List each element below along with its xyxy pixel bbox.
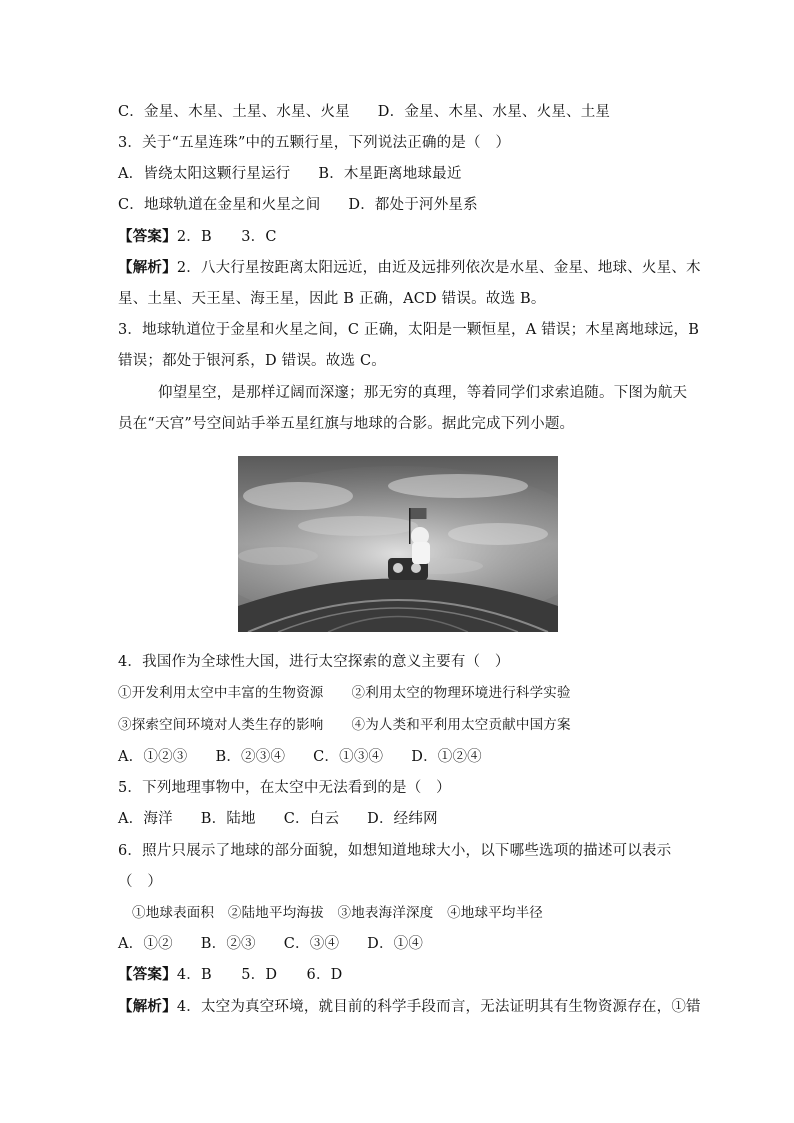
answer-text: 4．B 5．D 6．D <box>176 967 343 983</box>
q4-option-b: B．②③④ <box>215 749 286 765</box>
q6-options <box>118 934 423 954</box>
explanation-tag: 【解析】 <box>118 998 177 1015</box>
q3-option-a: A．皆绕太阳这颗行星运行 <box>118 166 291 182</box>
answer-tag: 【答案】 <box>118 966 177 983</box>
q4-option-d: D．①②④ <box>411 749 482 765</box>
answer-block-1 <box>118 227 277 247</box>
q3-option-c: C．地球轨道在金星和火星之间 <box>118 197 321 213</box>
q6-option-a: A．①② <box>118 936 173 952</box>
q4-options <box>118 747 482 767</box>
q2-option-d: D．金星、木星、水星、火星、土星 <box>377 104 611 120</box>
photo-illustration <box>238 456 558 632</box>
q4-option-c: C．①③④ <box>313 749 384 765</box>
answer-block-2 <box>118 965 343 985</box>
explanation-text: 2．八大行星按距离太阳远近，由近及远排列依次是水星、金星、地球、火星、木 <box>176 260 701 276</box>
q6-items: ①地球表面积 ②陆地平均海拔 ③地表海洋深度 ④地球平均半径 <box>132 905 543 921</box>
explanation-text: 4．太空为真空环境，就目前的科学手段而言，无法证明其有生物资源存在，①错 <box>176 999 701 1015</box>
explanation-tag: 【解析】 <box>118 259 177 276</box>
q3-stem: 3．关于“五星连珠”中的五颗行星，下列说法正确的是（ ） <box>118 135 511 151</box>
q5-option-a: A．海洋 <box>118 811 173 827</box>
passage-line-1: 仰望星空，是那样辽阔而深邃；那无穷的真理，等着同学们求索追随。下图为航天 <box>158 385 688 401</box>
q4-items-row-2 <box>118 715 571 735</box>
q3-option-b: B．木星距离地球最近 <box>318 166 462 182</box>
explanation-line-1 <box>118 258 701 278</box>
q6-option-c: C．③④ <box>283 936 340 952</box>
explanation-line-3: 3．地球轨道位于金星和火星之间，C 正确，太阳是一颗恒星，A 错误；木星离地球远，B <box>118 322 700 338</box>
q4-item-3: ③探索空间环境对人类生存的影响 <box>118 717 324 733</box>
q4-item-4: ④为人类和平利用太空贡献中国方案 <box>351 717 571 733</box>
q3-options-cd <box>118 195 478 215</box>
explanation-line-5 <box>118 997 701 1017</box>
explanation-line-2: 星、土星、天王星、海王星，因此 B 正确，ACD 错误。故选 B。 <box>118 291 546 307</box>
q5-option-c: C．白云 <box>283 811 340 827</box>
q6-option-d: D．①④ <box>367 936 424 952</box>
q6-option-b: B．②③ <box>200 936 256 952</box>
astronaut-earth-photo <box>238 456 558 632</box>
q5-options <box>118 809 438 829</box>
q4-items-row-1 <box>118 683 571 703</box>
q5-option-d: D．经纬网 <box>367 811 438 827</box>
q4-item-1: ①开发利用太空中丰富的生物资源 <box>118 685 324 701</box>
q4-item-2: ②利用太空的物理环境进行科学实验 <box>351 685 571 701</box>
q3-option-d: D．都处于河外星系 <box>348 197 478 213</box>
q4-option-a: A．①②③ <box>118 749 188 765</box>
q2-option-c: C．金星、木星、土星、水星、火星 <box>118 104 350 120</box>
explanation-line-4: 错误；都处于银河系，D 错误。故选 C。 <box>118 353 386 369</box>
q2-options-cd <box>118 102 610 122</box>
passage-line-2: 员在“天宫”号空间站手举五星红旗与地球的合影。据此完成下列小题。 <box>118 416 575 432</box>
answer-text: 2．B 3．C <box>176 229 277 245</box>
answer-tag: 【答案】 <box>118 228 177 245</box>
q6-stem: 6．照片只展示了地球的部分面貌，如想知道地球大小，以下哪些选项的描述可以表示 <box>118 843 672 859</box>
q3-options-ab <box>118 164 462 184</box>
q5-option-b: B．陆地 <box>200 811 256 827</box>
q5-stem: 5．下列地理事物中，在太空中无法看到的是（ ） <box>118 780 451 796</box>
q6-blank: （ ） <box>118 874 163 890</box>
q4-stem: 4．我国作为全球性大国，进行太空探索的意义主要有（ ） <box>118 654 510 670</box>
